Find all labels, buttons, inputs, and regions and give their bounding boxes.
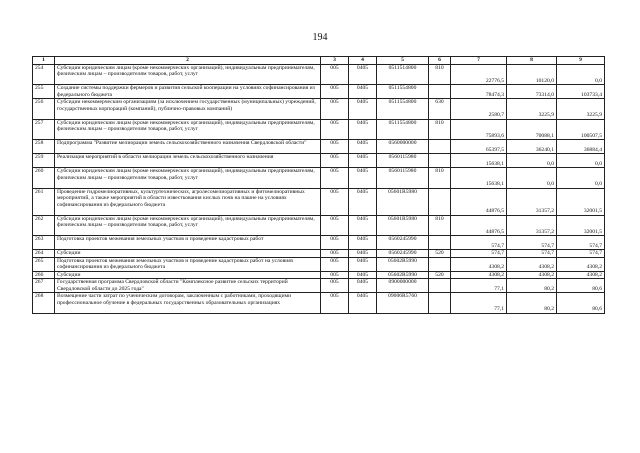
expense-name-cell: Проведение гидромелиоративных, культуртехнических, агролесомелиоративных и фитомелиоративных мероприятий, а также мероприятий в области известкования кислых почв на пашне на условиях софинансирования из федерального бюджета (55, 188, 321, 215)
amount-year2-cell: 36240,1 (507, 140, 557, 154)
expense-type-cell: 630 (429, 99, 451, 120)
amount-year2-cell: 10120,0 (507, 64, 557, 85)
row-number-cell: 262 (33, 215, 55, 236)
header-cell: 1 (33, 57, 55, 65)
ministry-code-cell: 005 (321, 250, 349, 258)
amount-year3-cell: 103733,4 (557, 85, 605, 99)
amount-year2-cell: 3225,9 (507, 99, 557, 120)
table-row (33, 293, 605, 314)
amount-year1-cell: 44876,5 (451, 188, 507, 215)
table-row (33, 188, 605, 215)
ministry-code-cell: 005 (321, 154, 349, 168)
target-article-cell: 09006R5760 (377, 293, 429, 314)
amount-year3-cell: 3225,9 (557, 99, 605, 120)
amount-year2-cell: 73314,0 (507, 85, 557, 99)
expense-name-cell: Субсидии юридическим лицам (кроме некоммерческих организаций), индивидуальным предпринимателям, физическим лицам – производителям товаров, работ, услуг (55, 64, 321, 85)
section-code-cell: 0405 (349, 257, 377, 271)
expense-type-cell: 520 (429, 271, 451, 279)
amount-year3-cell: 80,6 (557, 293, 605, 314)
page-number: 194 (312, 32, 328, 43)
expense-name-cell: Субсидии (55, 271, 321, 279)
ministry-code-cell: 005 (321, 236, 349, 250)
amount-year2-cell: 4308,2 (507, 257, 557, 271)
expense-name-cell: Подготовка проектов межевания земельных участков и проведение кадастровых работ на условиях софинансирования из федерального бюджета (55, 257, 321, 271)
row-number-cell: 263 (33, 236, 55, 250)
ministry-code-cell: 005 (321, 279, 349, 293)
row-number-cell: 261 (33, 188, 55, 215)
amount-year3-cell: 4308,2 (557, 257, 605, 271)
expense-type-cell (429, 257, 451, 271)
amount-year1-cell: 15638,1 (451, 168, 507, 189)
amount-year1-cell: 574,7 (451, 250, 507, 258)
expense-type-cell (429, 85, 451, 99)
amount-year3-cell: 0,0 (557, 168, 605, 189)
ministry-code-cell: 005 (321, 188, 349, 215)
header-cell: 6 (429, 57, 451, 65)
amount-year2-cell: 0,0 (507, 154, 557, 168)
section-code-cell: 0405 (349, 140, 377, 154)
ministry-code-cell: 005 (321, 293, 349, 314)
ministry-code-cell: 005 (321, 99, 349, 120)
header-cell: 8 (507, 57, 557, 65)
target-article-cell: 0511554800 (377, 85, 429, 99)
row-number-cell: 268 (33, 293, 55, 314)
header-cell: 9 (557, 57, 605, 65)
table-row (33, 236, 605, 250)
amount-year2-cell: 4308,2 (507, 271, 557, 279)
expense-type-cell: 810 (429, 119, 451, 140)
row-number-cell: 257 (33, 119, 55, 140)
amount-year1-cell: 22776,5 (451, 64, 507, 85)
amount-year1-cell: 2580,7 (451, 99, 507, 120)
table-row (33, 64, 605, 85)
target-article-cell: 0560245990 (377, 250, 429, 258)
section-code-cell: 0405 (349, 154, 377, 168)
amount-year2-cell: 574,7 (507, 250, 557, 258)
amount-year3-cell: 80,6 (557, 279, 605, 293)
expense-type-cell (429, 236, 451, 250)
row-number-cell: 264 (33, 250, 55, 258)
target-article-cell: 0511514800 (377, 64, 429, 85)
expense-type-cell: 520 (429, 250, 451, 258)
table-row (33, 215, 605, 236)
amount-year2-cell: 70088,1 (507, 119, 557, 140)
section-code-cell: 0405 (349, 99, 377, 120)
target-article-cell: 0511554800 (377, 119, 429, 140)
expense-type-cell (429, 279, 451, 293)
expense-name-cell: Субсидии некоммерческим организациям (за исключением государственных (муниципальных) учреждений, государственных корпораций (компаний), публично-правовых компаний) (55, 99, 321, 120)
amount-year1-cell: 4308,2 (451, 271, 507, 279)
table-row (33, 99, 605, 120)
target-article-cell: 05602R5990 (377, 271, 429, 279)
row-number-cell: 267 (33, 279, 55, 293)
expense-type-cell (429, 188, 451, 215)
amount-year1-cell: 65397,5 (451, 140, 507, 154)
expense-name-cell: Реализация мероприятий в области мелиорации земель сельскохозяйственного назначения (55, 154, 321, 168)
ministry-code-cell: 005 (321, 64, 349, 85)
table-row (33, 271, 605, 279)
section-code-cell: 0405 (349, 64, 377, 85)
table-row (33, 257, 605, 271)
expense-type-cell (429, 140, 451, 154)
expense-name-cell: Субсидии юридическим лицам (кроме некоммерческих организаций), индивидуальным предпринимателям, физическим лицам – производителям товаров, работ, услуг (55, 119, 321, 140)
amount-year2-cell: 80,2 (507, 293, 557, 314)
target-article-cell: 0511554800 (377, 99, 429, 120)
section-code-cell: 0405 (349, 168, 377, 189)
amount-year1-cell: 75893,6 (451, 119, 507, 140)
target-article-cell: 05601R5980 (377, 188, 429, 215)
table-row (33, 250, 605, 258)
expense-type-cell (429, 293, 451, 314)
target-article-cell: 0560115980 (377, 168, 429, 189)
row-number-cell: 260 (33, 168, 55, 189)
amount-year3-cell: 100507,5 (557, 119, 605, 140)
row-number-cell: 256 (33, 99, 55, 120)
section-code-cell: 0405 (349, 271, 377, 279)
expense-type-cell: 810 (429, 168, 451, 189)
ministry-code-cell: 005 (321, 215, 349, 236)
row-number-cell: 266 (33, 271, 55, 279)
amount-year2-cell: 31357,2 (507, 188, 557, 215)
amount-year3-cell: 0,0 (557, 64, 605, 85)
amount-year1-cell: 44876,5 (451, 215, 507, 236)
section-code-cell: 0405 (349, 188, 377, 215)
header-cell: 5 (377, 57, 429, 65)
amount-year1-cell: 77,1 (451, 279, 507, 293)
expense-name-cell: Создание системы поддержки фермеров и развития сельской кооперации на условиях софинансирования из федерального бюджета (55, 85, 321, 99)
table-row (33, 154, 605, 168)
header-cell: 3 (321, 57, 349, 65)
table-header-row (33, 57, 605, 65)
target-article-cell: 0560115980 (377, 154, 429, 168)
amount-year3-cell: 36884,4 (557, 140, 605, 154)
amount-year3-cell: 32001,5 (557, 215, 605, 236)
row-number-cell: 258 (33, 140, 55, 154)
expense-name-cell: Субсидии юридическим лицам (кроме некоммерческих организаций), индивидуальным предпринимателям, физическим лицам – производителям товаров, работ, услуг (55, 168, 321, 189)
target-article-cell: 0560000000 (377, 140, 429, 154)
expense-type-cell: 810 (429, 64, 451, 85)
table-row (33, 168, 605, 189)
table-row (33, 85, 605, 99)
row-number-cell: 254 (33, 64, 55, 85)
target-article-cell: 0900000000 (377, 279, 429, 293)
amount-year3-cell: 0,0 (557, 154, 605, 168)
expense-name-cell: Субсидии юридическим лицам (кроме некоммерческих организаций), индивидуальным предпринимателям, физическим лицам – производителям товаров, работ, услуг (55, 215, 321, 236)
header-cell: 7 (451, 57, 507, 65)
amount-year2-cell: 80,2 (507, 279, 557, 293)
section-code-cell: 0405 (349, 215, 377, 236)
header-cell: 2 (55, 57, 321, 65)
ministry-code-cell: 005 (321, 140, 349, 154)
expense-name-cell: Подготовка проектов межевания земельных участков и проведение кадастровых работ (55, 236, 321, 250)
amount-year3-cell: 32001,5 (557, 188, 605, 215)
amount-year1-cell: 77,1 (451, 293, 507, 314)
target-article-cell: 0560245990 (377, 236, 429, 250)
amount-year2-cell: 574,7 (507, 236, 557, 250)
section-code-cell: 0405 (349, 279, 377, 293)
ministry-code-cell: 005 (321, 85, 349, 99)
header-cell: 4 (349, 57, 377, 65)
table-row (33, 119, 605, 140)
table-row (33, 140, 605, 154)
expense-type-cell: 810 (429, 215, 451, 236)
amount-year3-cell: 4308,2 (557, 271, 605, 279)
ministry-code-cell: 005 (321, 271, 349, 279)
budget-table (32, 56, 605, 314)
amount-year1-cell: 574,7 (451, 236, 507, 250)
row-number-cell: 259 (33, 154, 55, 168)
section-code-cell: 0405 (349, 236, 377, 250)
table-row (33, 279, 605, 293)
target-article-cell: 05601R5980 (377, 215, 429, 236)
section-code-cell: 0405 (349, 250, 377, 258)
target-article-cell: 05602R5990 (377, 257, 429, 271)
amount-year2-cell: 31357,2 (507, 215, 557, 236)
expense-name-cell: Возмещение части затрат по ученическим договорам, заключенным с работниками, проходящими профессиональное обучение в федеральных государственных образовательных организациях (55, 293, 321, 314)
row-number-cell: 255 (33, 85, 55, 99)
section-code-cell: 0405 (349, 119, 377, 140)
amount-year1-cell: 4308,2 (451, 257, 507, 271)
amount-year2-cell: 0,0 (507, 168, 557, 189)
amount-year3-cell: 574,7 (557, 236, 605, 250)
amount-year3-cell: 574,7 (557, 250, 605, 258)
amount-year1-cell: 78474,3 (451, 85, 507, 99)
ministry-code-cell: 005 (321, 168, 349, 189)
ministry-code-cell: 005 (321, 257, 349, 271)
expense-name-cell: Субсидии (55, 250, 321, 258)
ministry-code-cell: 005 (321, 119, 349, 140)
row-number-cell: 265 (33, 257, 55, 271)
section-code-cell: 0405 (349, 85, 377, 99)
expense-name-cell: Подпрограмма "Развитие мелиорации земель сельскохозяйственного назначения Свердловской области" (55, 140, 321, 154)
amount-year1-cell: 15638,1 (451, 154, 507, 168)
expense-type-cell (429, 154, 451, 168)
section-code-cell: 0405 (349, 293, 377, 314)
expense-name-cell: Государственная программа Свердловской области "Комплексное развитие сельских территорий Свердловской области до 2025 года" (55, 279, 321, 293)
